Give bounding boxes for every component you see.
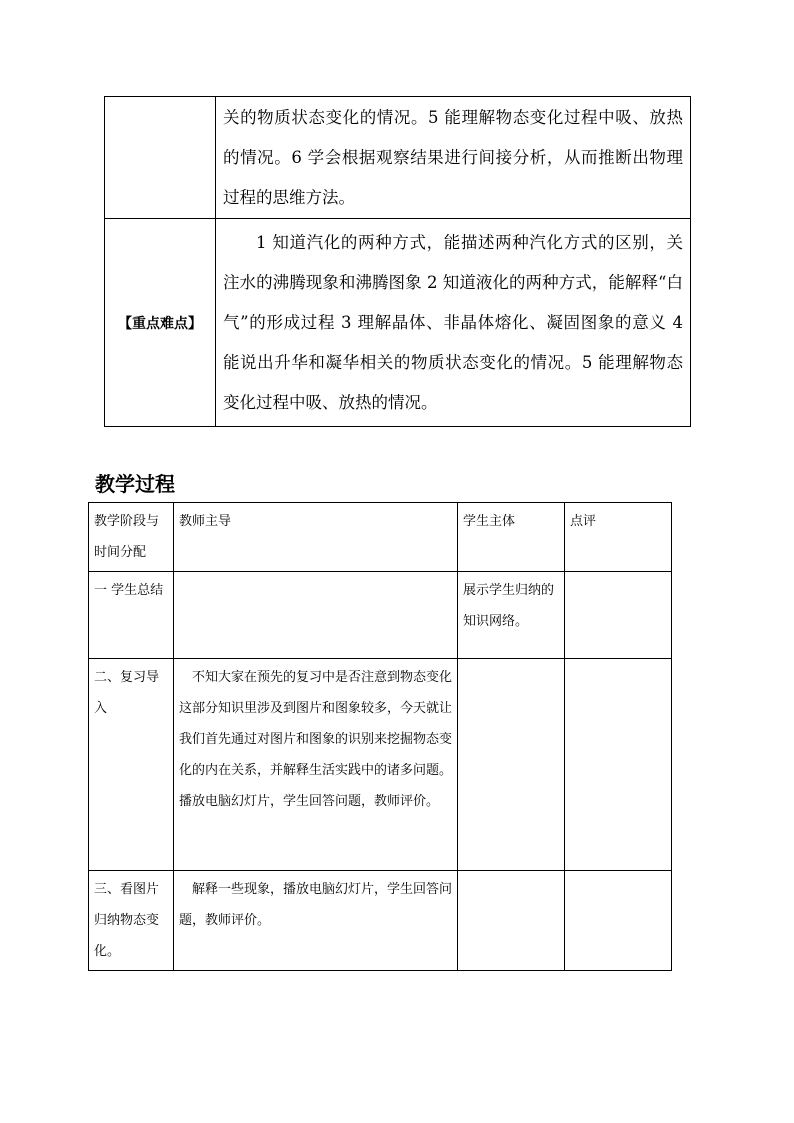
key-points-label: 【重点难点】 <box>105 219 216 427</box>
table-row <box>89 572 672 659</box>
student-cell <box>458 659 565 871</box>
student-cell: 展示学生归纳的知识网络。 <box>458 572 565 659</box>
table-header-row <box>89 503 672 572</box>
student-cell <box>458 871 565 971</box>
key-points-text: 1 知道汽化的两种方式，能描述两种汽化方式的区别，关注水的沸腾现象和沸腾图象 2 知道液化的两种方式，能解释“白气”的形成过程 3 理解晶体、非晶体熔化、凝固图象的意义 4 能说出升华和凝华相关的物质状态变化的情况。5 能理解物态变化过程中吸、放热的情况。 <box>216 219 691 427</box>
comment-cell <box>565 871 672 971</box>
objectives-text-cell <box>216 97 691 219</box>
teacher-paragraph: 播放电脑幻灯片，学生回答问题，教师评价。 <box>179 794 440 809</box>
section-heading: 教学过程 <box>95 472 175 496</box>
header-stage: 教学阶段与时间分配 <box>89 503 174 572</box>
comment-cell <box>565 659 672 871</box>
stage-cell: 一 学生总结 <box>89 572 174 659</box>
teacher-paragraph: 不知大家在预先的复习中是否注意到物态变化这部分知识里涉及到图片和图象较多，今天就让我们首先通过对图片和图象的识别来挖掘物态变化的内在关系，并解释生活实践中的诸多问题。 <box>179 670 453 778</box>
table-row <box>89 871 672 971</box>
teacher-cell: 解释一些现象，播放电脑幻灯片，学生回答问题，教师评价。 <box>174 871 458 971</box>
stage-cell: 二、复习导入 <box>89 659 174 871</box>
header-teacher: 教师主导 <box>174 503 458 572</box>
teacher-cell <box>174 659 458 871</box>
header-student: 学生主体 <box>458 503 565 572</box>
empty-label-cell <box>105 97 216 219</box>
objectives-continuation: 关的物质状态变化的情况。5 能理解物态变化过程中吸、放热的情况。6 学会根据观察结果进行间接分析，从而推断出物理过程的思维方法。 <box>223 107 683 207</box>
objectives-table <box>104 96 691 427</box>
teacher-cell <box>174 572 458 659</box>
process-table <box>88 502 672 971</box>
table-row <box>89 659 672 871</box>
stage-cell: 三、看图片归纳物态变化。 <box>89 871 174 971</box>
comment-cell <box>565 572 672 659</box>
header-comment: 点评 <box>565 503 672 572</box>
